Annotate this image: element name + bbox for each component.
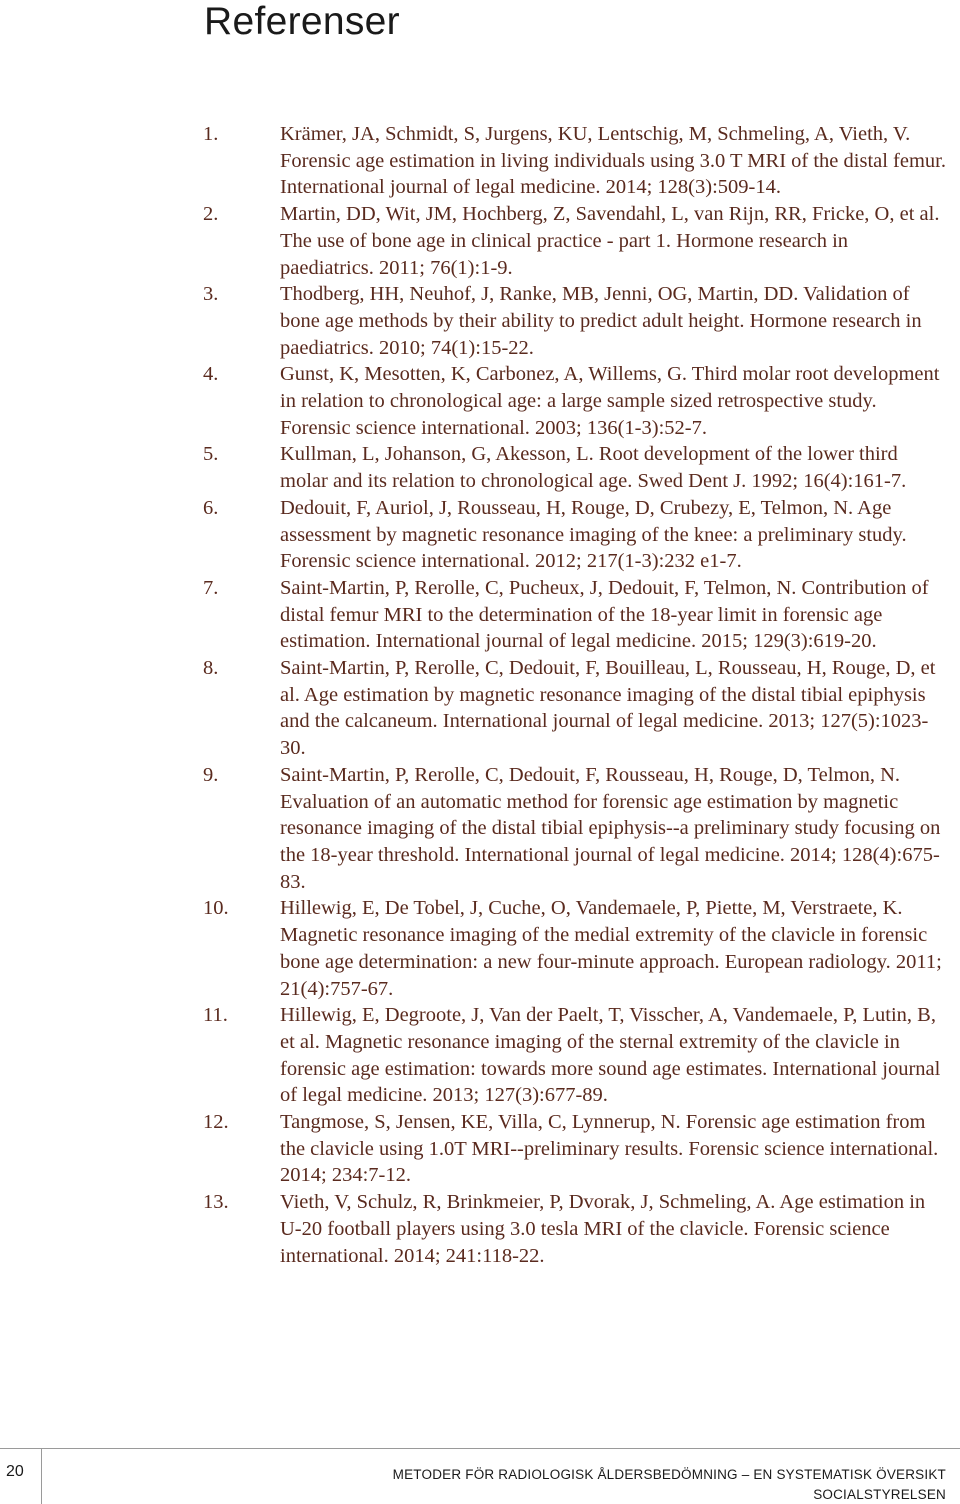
- reference-text: Kullman, L, Johanson, G, Akesson, L. Root development of the lower third molar and its relation to chronological age. Swed Dent J. 1992; 16(4):161-7.: [280, 443, 907, 493]
- reference-number: 8.: [203, 657, 219, 680]
- reference-item: [0, 762, 960, 896]
- reference-text: Hillewig, E, De Tobel, J, Cuche, O, Vandemaele, P, Piette, M, Verstraete, K. Magnetic resonance imaging of the medial extremity of the clavicle in forensic bone age determination: a new four-minute approach. European radiology. 2011; 21(4):757-67.: [280, 897, 942, 1000]
- reference-number: 2.: [203, 203, 219, 226]
- reference-item: [0, 895, 960, 1002]
- reference-text: Saint-Martin, P, Rerolle, C, Dedouit, F, Rousseau, H, Rouge, D, Telmon, N. Evaluation of an automatic method for forensic age estimation by magnetic resonance imaging of the distal tibial epiphysis--a preliminary study focusing on the 18-year threshold. International journal of legal medicine. 2014; 128(4):675-83.: [280, 763, 941, 893]
- reference-number: 10.: [203, 897, 229, 920]
- reference-item: [0, 1109, 960, 1189]
- page-number: 20: [6, 1463, 24, 1480]
- reference-text: Gunst, K, Mesotten, K, Carbonez, A, Willems, G. Third molar root development in relation to chronological age: a large sample sized retrospective study. Forensic science international. 2003; 136(1-3):52-7.: [280, 363, 940, 439]
- reference-number: 5.: [203, 443, 219, 466]
- reference-item: [0, 281, 960, 361]
- reference-text: Hillewig, E, Degroote, J, Van der Paelt, T, Visscher, A, Vandemaele, P, Lutin, B, et al. Magnetic resonance imaging of the sternal extremity of the clavicle in forensic age estimation: towards more sound age estimates. International journal of legal medicine. 2013; 127(3):677-89.: [280, 1004, 941, 1107]
- reference-text: Vieth, V, Schulz, R, Brinkmeier, P, Dvorak, J, Schmeling, A. Age estimation in U-20 football players using 3.0 tesla MRI of the clavicle. Forensic science international. 2014; 241:118-22.: [280, 1191, 926, 1267]
- reference-number: 13.: [203, 1191, 229, 1214]
- reference-text: Dedouit, F, Auriol, J, Rousseau, H, Rouge, D, Crubezy, E, Telmon, N. Age assessment by magnetic resonance imaging of the knee: a preliminary study. Forensic science international. 2012; 217(1-3):232 e1-7.: [280, 496, 907, 573]
- reference-text: Thodberg, HH, Neuhof, J, Ranke, MB, Jenni, OG, Martin, DD. Validation of bone age methods by their ability to predict adult height. Hormone research in paediatrics. 2010; 74(1):15-22.: [280, 283, 922, 359]
- reference-number: 6.: [203, 496, 219, 519]
- reference-item: [0, 495, 960, 575]
- reference-number: 9.: [203, 763, 219, 786]
- reference-item: [0, 1189, 960, 1269]
- page-title: Referenser: [204, 0, 400, 43]
- reference-number: 12.: [203, 1111, 229, 1134]
- reference-item: [0, 1002, 960, 1109]
- footer-organization: SOCIALSTYRELSEN: [813, 1487, 946, 1502]
- footer-document-title: METODER FÖR RADIOLOGISK ÅLDERSBEDÖMNING – EN SYSTEMATISK ÖVERSIKT: [392, 1467, 946, 1482]
- reference-number: 3.: [203, 283, 219, 306]
- reference-item: [0, 361, 960, 441]
- reference-item: [0, 441, 960, 494]
- reference-number: 11.: [203, 1004, 228, 1027]
- reference-number: 7.: [203, 576, 219, 599]
- reference-item: [0, 575, 960, 655]
- reference-text: Saint-Martin, P, Rerolle, C, Dedouit, F, Bouilleau, L, Rousseau, H, Rouge, D, et al. Age estimation by magnetic resonance imaging of the distal tibial epiphysis and the calcaneum. International journal of legal medicine. 2013; 127(5):1023-30.: [280, 657, 936, 760]
- reference-text: Martin, DD, Wit, JM, Hochberg, Z, Savendahl, L, van Rijn, RR, Fricke, O, et al. The use of bone age in clinical practice - part 1. Hormone research in paediatrics. 2011; 76(1):1-9.: [280, 203, 940, 279]
- reference-item: [0, 201, 960, 281]
- reference-list: [0, 121, 960, 1269]
- reference-number: 1.: [203, 123, 219, 145]
- reference-text: Saint-Martin, P, Rerolle, C, Pucheux, J, Dedouit, F, Telmon, N. Contribution of distal femur MRI to the determination of the 18-year limit in forensic age estimation. International journal of legal medicine. 2015; 129(3):619-20.: [280, 576, 929, 653]
- reference-text: Krämer, JA, Schmidt, S, Jurgens, KU, Lentschig, M, Schmeling, A, Vieth, V. Forensic age estimation in living individuals using 3.0 T MRI of the distal femur. International journal of legal medicine. 2014; 128(3):509-14.: [280, 123, 946, 199]
- reference-item: [0, 655, 960, 762]
- reference-number: 4.: [203, 363, 219, 386]
- footer-divider: [41, 1449, 42, 1504]
- reference-text: Tangmose, S, Jensen, KE, Villa, C, Lynnerup, N. Forensic age estimation from the clavicle using 1.0T MRI--preliminary results. Forensic science international. 2014; 234:7-12.: [280, 1111, 939, 1187]
- footer-rule: [0, 1448, 960, 1449]
- reference-item: [0, 121, 960, 201]
